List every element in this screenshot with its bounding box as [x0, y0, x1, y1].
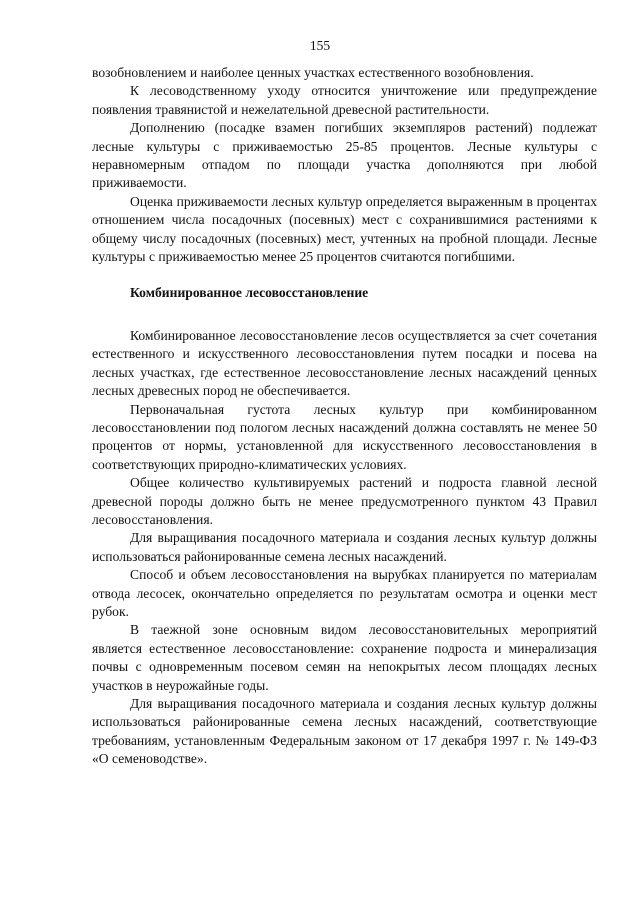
paragraph: Для выращивания посадочного материала и создания лесных культур должны использоваться районированные семена лесных насаждений. [92, 530, 597, 564]
paragraph: возобновлением и наиболее ценных участках естественного возобновления. [92, 65, 534, 80]
paragraph: Общее количество культивируемых растений и подроста главной лесной древесной породы должно быть не менее предусмотренного пунктом 43 Правил лесовосстановления. [92, 475, 597, 527]
paragraph: Комбинированное лесовосстановление лесов осуществляется за счет сочетания естественного и искусственного лесовосстановления путем посадки и посева на лесных участках, где естественное лесовосстановление лесных насаждений ценных лесных древесных пород не обеспечивается. [92, 327, 597, 399]
paragraph: Способ и объем лесовосстановления на вырубках планируется по материалам отвода лесосек, окончательно определяется по результатам осмотра и оценки мест рубок. [92, 567, 597, 619]
paragraph: Дополнению (посадке взамен погибших экземпляров растений) подлежат лесные культуры с приживаемостью 25-85 процентов. Лесные культуры с неравномерным отпадом по площади участка дополняются при любой приживаемости. [92, 120, 597, 191]
spacer [92, 266, 597, 284]
paragraph: К лесоводственному уходу относится уничтожение или предупреждение появления травянистой и нежелательной древесной растительности. [92, 83, 597, 117]
paragraph: Для выращивания посадочного материала и создания лесных культур должны использоваться районированные семена лесных насаждений, соответствующие требованиям, установленным Федеральным законом от 17 декабря 1997 г. № 149-ФЗ «О семеноводстве». [92, 696, 597, 767]
paragraph: В таежной зоне основным видом лесовосстановительных мероприятий является естественное лесовосстановление: сохранение подроста и минерализация почвы с одновременным посевом семян на непокрытых лесом площадях лесных участков в неурожайные годы. [92, 622, 597, 693]
section-heading: Комбинированное лесовосстановление [130, 285, 369, 301]
page-number: 155 [309, 38, 331, 53]
paragraph: Первоначальная густота лесных культур при комбинированном лесовосстановлении под пологом лесных насаждений должна составлять не менее 50 процентов от нормы, установленной для искусственного лесовосстановления в соответствующих природно-климатических условиях. [92, 401, 597, 472]
document-body [92, 64, 597, 769]
spacer [92, 303, 597, 327]
paragraph: Оценка приживаемости лесных культур определяется выраженным в процентах отношением числа посадочных (посевных) мест с сохранившимися растениями к общему числу посадочных (посевных) мест, учтенных на пробной площади. Лесные культуры с приживаемостью менее 25 процентов считаются погибшими. [92, 193, 597, 265]
